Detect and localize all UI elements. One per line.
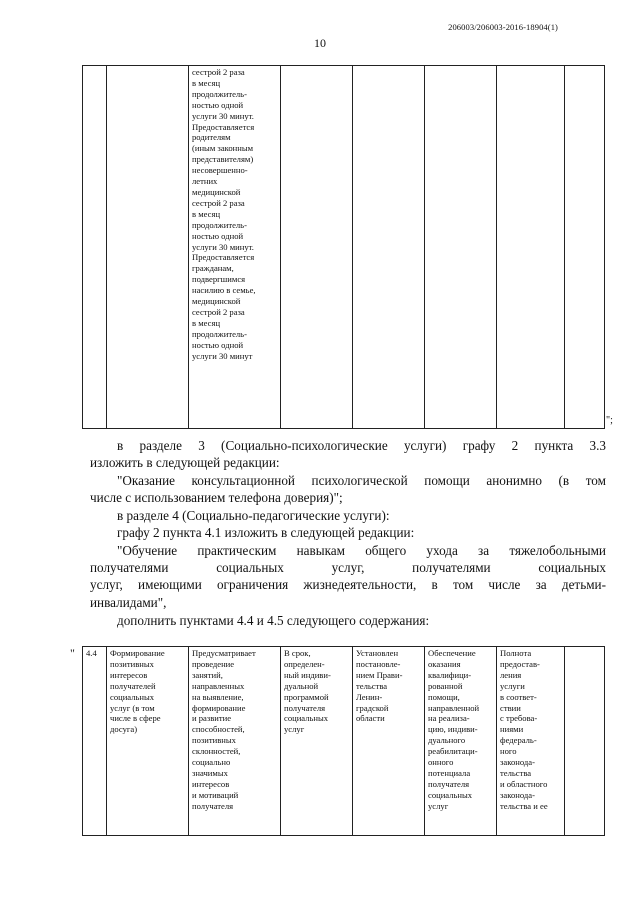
cell-text-line: в месяц xyxy=(192,317,221,328)
cell-text-line: (иным законным xyxy=(192,143,254,154)
cell-text-line: получателя xyxy=(284,702,326,713)
service-description-cell xyxy=(189,647,281,836)
service-name-cell xyxy=(107,647,189,836)
cell-text-line: законода- xyxy=(500,757,535,768)
paragraph-4-1: графу 2 пункта 4.1 изложить в следующей редакции: xyxy=(117,525,415,540)
cell-text-line: значимых xyxy=(192,767,228,778)
cell-text-line: тельства xyxy=(356,680,388,691)
cell-text-line: ный индиви- xyxy=(284,669,331,680)
cell-text-line: способностей, xyxy=(192,724,245,735)
cell-text-line: услуг xyxy=(428,800,449,811)
cell-text-line: числе в сфере xyxy=(110,713,161,724)
cell-text-line: помощи, xyxy=(428,691,460,702)
item-number-cell: 4.4 xyxy=(83,647,107,836)
tariff-cell xyxy=(353,647,425,836)
cell-text-line: интересов xyxy=(192,778,230,789)
cell-text-line: интересов xyxy=(110,669,148,680)
cell-text-line: определен- xyxy=(284,658,325,669)
paragraph-section3: в разделе 3 (Социально-психологические услуги) графу 2 пункта 3.3 xyxy=(117,438,606,453)
service-term-cell xyxy=(281,647,353,836)
closing-quote: "; xyxy=(606,415,613,426)
cell-text-line: ностью одной xyxy=(192,230,244,241)
paragraph-quote-4-1-line4: инвалидами", xyxy=(90,595,167,610)
cell-text-line: гражданам, xyxy=(192,263,234,274)
table-cell xyxy=(565,66,605,429)
cell-text-line: программой xyxy=(284,691,329,702)
cell-text-line: формирование xyxy=(192,702,246,713)
cell-text-line: получателя xyxy=(192,800,234,811)
cell-text-line: предостав- xyxy=(500,658,540,669)
cell-text-line: социальных xyxy=(284,713,329,724)
cell-text-line: Обеспечение xyxy=(428,648,476,658)
cell-text-line: Установлен xyxy=(356,648,399,658)
cell-text-line: Предоставляется xyxy=(192,252,255,263)
cell-text-line: в месяц xyxy=(192,208,221,219)
cell-text-line: потенциала xyxy=(428,767,471,778)
cell-text-line: услуг xyxy=(284,724,305,735)
paragraph-section3-cont: изложить в следующей редакции: xyxy=(90,455,280,470)
cell-text-line: на выявление, xyxy=(192,691,244,702)
cell-text-line: сестрой 2 раза xyxy=(192,306,245,317)
cell-text-line: онного xyxy=(428,757,454,768)
table-cell xyxy=(281,66,353,429)
table-row xyxy=(83,647,605,836)
cell-text-line: занятий, xyxy=(192,669,223,680)
cell-text-line: законода- xyxy=(500,789,535,800)
table-cell xyxy=(83,66,107,429)
cell-text-line: социальных xyxy=(428,789,473,800)
cell-text-line: подвергшимся xyxy=(192,274,246,285)
cell-text-line: цию, индиви- xyxy=(428,724,478,735)
continued-services-table xyxy=(82,65,605,429)
cell-text-line: сестрой 2 раза xyxy=(192,197,245,208)
cell-text-line: услуги 30 минут xyxy=(192,350,253,361)
cell-text-line: услуги 30 минут. xyxy=(192,241,254,252)
table-cell xyxy=(425,66,497,429)
cell-text-line: и развитие xyxy=(192,713,232,724)
cell-text-line: медицинской xyxy=(192,296,241,307)
service-standard-cell xyxy=(189,66,281,429)
cell-text-line: тельства и ее xyxy=(500,800,548,811)
cell-text-line: ствии xyxy=(500,702,521,713)
cell-text-line: летних xyxy=(192,176,218,187)
cell-text-line: в месяц xyxy=(192,77,221,88)
paragraph-section4: в разделе 4 (Социально-педагогические услуги): xyxy=(117,508,390,523)
paragraph-quote-4-1-line2: получателями социальных услуг, получателями социальных xyxy=(90,560,606,575)
cell-text-line: в соответ- xyxy=(500,691,537,702)
cell-text-line: несовершенно- xyxy=(192,165,248,176)
cell-text-line: услуги 30 минут. xyxy=(192,110,254,121)
cell-text-line: градской xyxy=(356,702,389,713)
opening-quote: " xyxy=(70,646,75,660)
cell-text-line: ностью одной xyxy=(192,339,244,350)
table-cell xyxy=(497,66,565,429)
cell-text-line: оказания xyxy=(428,658,461,669)
cell-text-line: дуального xyxy=(428,735,466,746)
cell-text-line: рованной xyxy=(428,680,463,691)
paragraph-quote-3-3-cont: числе с использованием телефона доверия)"; xyxy=(90,490,343,505)
paragraph-quote-3-3: "Оказание консультационной психологической помощи анонимно (в том xyxy=(117,473,606,488)
evaluation-conditions-cell xyxy=(497,647,565,836)
cell-text-line: области xyxy=(356,713,385,724)
cell-text-line: позитивных xyxy=(110,658,154,669)
table-cell xyxy=(107,66,189,429)
cell-text-line: социальных xyxy=(110,691,155,702)
cell-text-line: продолжитель- xyxy=(192,88,247,99)
cell-text-line: направленной xyxy=(428,702,480,713)
cell-text-line: досуга) xyxy=(110,724,138,735)
document-id: 206003/206003-2016-18904(1) xyxy=(448,22,558,32)
cell-text-line: ного xyxy=(500,746,517,757)
cell-text-line: продолжитель- xyxy=(192,219,247,230)
cell-text-line: склонностей, xyxy=(192,746,241,757)
cell-text-line: Формирование xyxy=(110,648,165,658)
cell-text-line: услуг (в том xyxy=(110,702,155,713)
cell-text-line: ностью одной xyxy=(192,99,244,110)
cell-text-line: направленных xyxy=(192,680,245,691)
table-row xyxy=(83,66,605,429)
paragraph-quote-4-1-line3: услуг, имеющими ограничения жизнедеятельности, в том числе за детьми- xyxy=(90,577,606,592)
paragraph-quote-4-1: "Обучение практическим навыкам общего ухода за тяжелобольными xyxy=(117,543,606,558)
cell-text-line: В срок, xyxy=(284,648,311,658)
cell-text-line: Предусматривает xyxy=(192,648,256,658)
cell-text-line: родителям xyxy=(192,132,231,143)
cell-text-line: тельства xyxy=(500,767,532,778)
cell-text-line: Полнота xyxy=(500,648,532,658)
cell-text-line: с требова- xyxy=(500,713,538,724)
cell-text-line: медицинской xyxy=(192,186,241,197)
page-number: 10 xyxy=(314,36,326,50)
cell-text-line: квалифици- xyxy=(428,669,472,680)
cell-text-line: Ленин- xyxy=(356,691,383,702)
cell-text-line: позитивных xyxy=(192,735,236,746)
cell-text-line: проведение xyxy=(192,658,235,669)
cell-text-line: на реализа- xyxy=(428,713,470,724)
cell-text-line: ниями xyxy=(500,724,524,735)
cell-text-line: насилию в семье, xyxy=(192,285,256,296)
cell-text-line: получателя xyxy=(428,778,470,789)
cell-text-line: постановле- xyxy=(356,658,401,669)
quality-indicators-cell xyxy=(425,647,497,836)
cell-text-line: Предоставляется xyxy=(192,121,255,132)
cell-text-line: реабилитаци- xyxy=(428,746,478,757)
new-items-table xyxy=(82,646,605,836)
cell-text-line: получателей xyxy=(110,680,156,691)
cell-text-line: федераль- xyxy=(500,735,537,746)
cell-text-line: услуги xyxy=(500,680,525,691)
cell-text-line: сестрой 2 раза xyxy=(192,67,245,77)
cell-text-line: представителям) xyxy=(192,154,254,165)
cell-text-line: и областного xyxy=(500,778,548,789)
paragraph-add-items: дополнить пунктами 4.4 и 4.5 следующего содержания: xyxy=(117,613,430,628)
cell-text-line: ления xyxy=(500,669,522,680)
cell-text-line: социально xyxy=(192,757,231,768)
cell-text-line: и мотиваций xyxy=(192,789,239,800)
table-cell xyxy=(353,66,425,429)
cell-text-line: продолжитель- xyxy=(192,328,247,339)
cell-text-line: дуальной xyxy=(284,680,319,691)
table-cell xyxy=(565,647,605,836)
cell-text-line: нием Прави- xyxy=(356,669,403,680)
